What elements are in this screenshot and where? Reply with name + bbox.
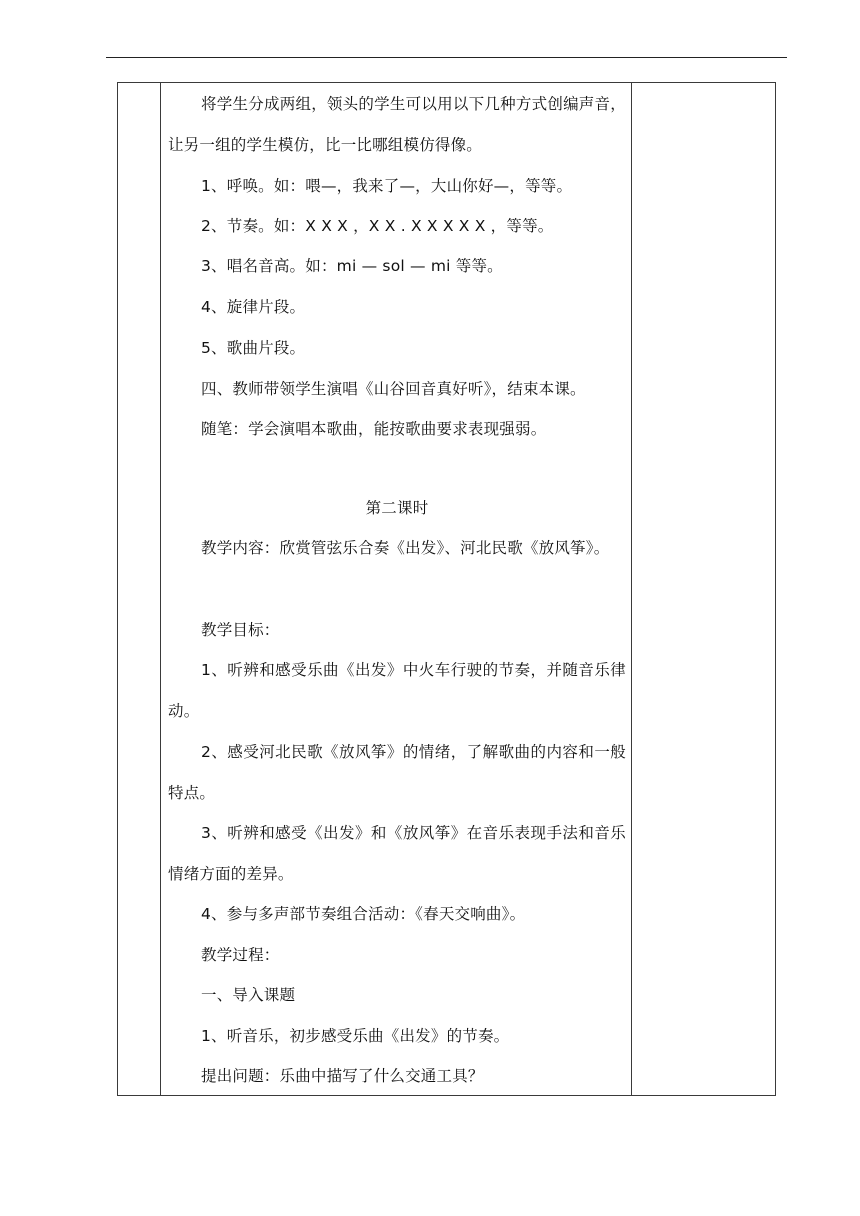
table-column-divider-left [160,83,161,1095]
page-header-rule [106,57,787,58]
paragraph-song-fragment: 5、歌曲片段。 [201,339,306,357]
section-title-second-lesson: 第二课时 [365,499,429,517]
paragraph-pitch-example: 3、唱名音高。如：mi — sol — mi 等等。 [201,257,503,275]
table-column-divider-right [631,83,632,1095]
paragraph-listen-music: 1、听音乐，初步感受乐曲《出发》的节奏。 [201,1027,510,1045]
paragraph-closing-song: 四、教师带领学生演唱《山谷回音真好听》，结束本课。 [201,380,586,398]
heading-teaching-process: 教学过程： [201,946,280,964]
paragraph-goal-4: 4、参与多声部节奏组合活动：《春天交响曲》。 [201,905,526,923]
heading-teaching-goals: 教学目标： [201,621,280,639]
paragraph-group-activity: 将学生分成两组，领头的学生可以用以下几种方式创编声音，让另一组的学生模仿，比一比哪组模仿得像。 [168,95,626,154]
paragraph-goal-1: 1、听辨和感受乐曲《出发》中火车行驶的节奏，并随音乐律动。 [168,661,626,720]
paragraph-goal-3: 3、听辨和感受《出发》和《放风筝》在音乐表现手法和音乐情绪方面的差异。 [168,824,626,883]
paragraph-teaching-content: 教学内容：欣赏管弦乐合奏《出发》、河北民歌《放风筝》。 [201,539,610,557]
paragraph-rhythm-example: 2、节奏。如：X X X ，X X . X X X X X ，等等。 [201,217,554,235]
paragraph-goal-2: 2、感受河北民歌《放风筝》的情绪，了解歌曲的内容和一般特点。 [168,743,626,802]
paragraph-call-example: 1、呼唤。如：喂—，我来了—，大山你好—，等等。 [201,177,573,195]
paragraph-notes: 随笔：学会演唱本歌曲，能按歌曲要求表现强弱。 [201,420,547,438]
heading-introduction: 一、导入课题 [201,986,296,1004]
paragraph-question: 提出问题：乐曲中描写了什么交通工具？ [201,1067,484,1085]
paragraph-melody-fragment: 4、旋律片段。 [201,298,306,316]
